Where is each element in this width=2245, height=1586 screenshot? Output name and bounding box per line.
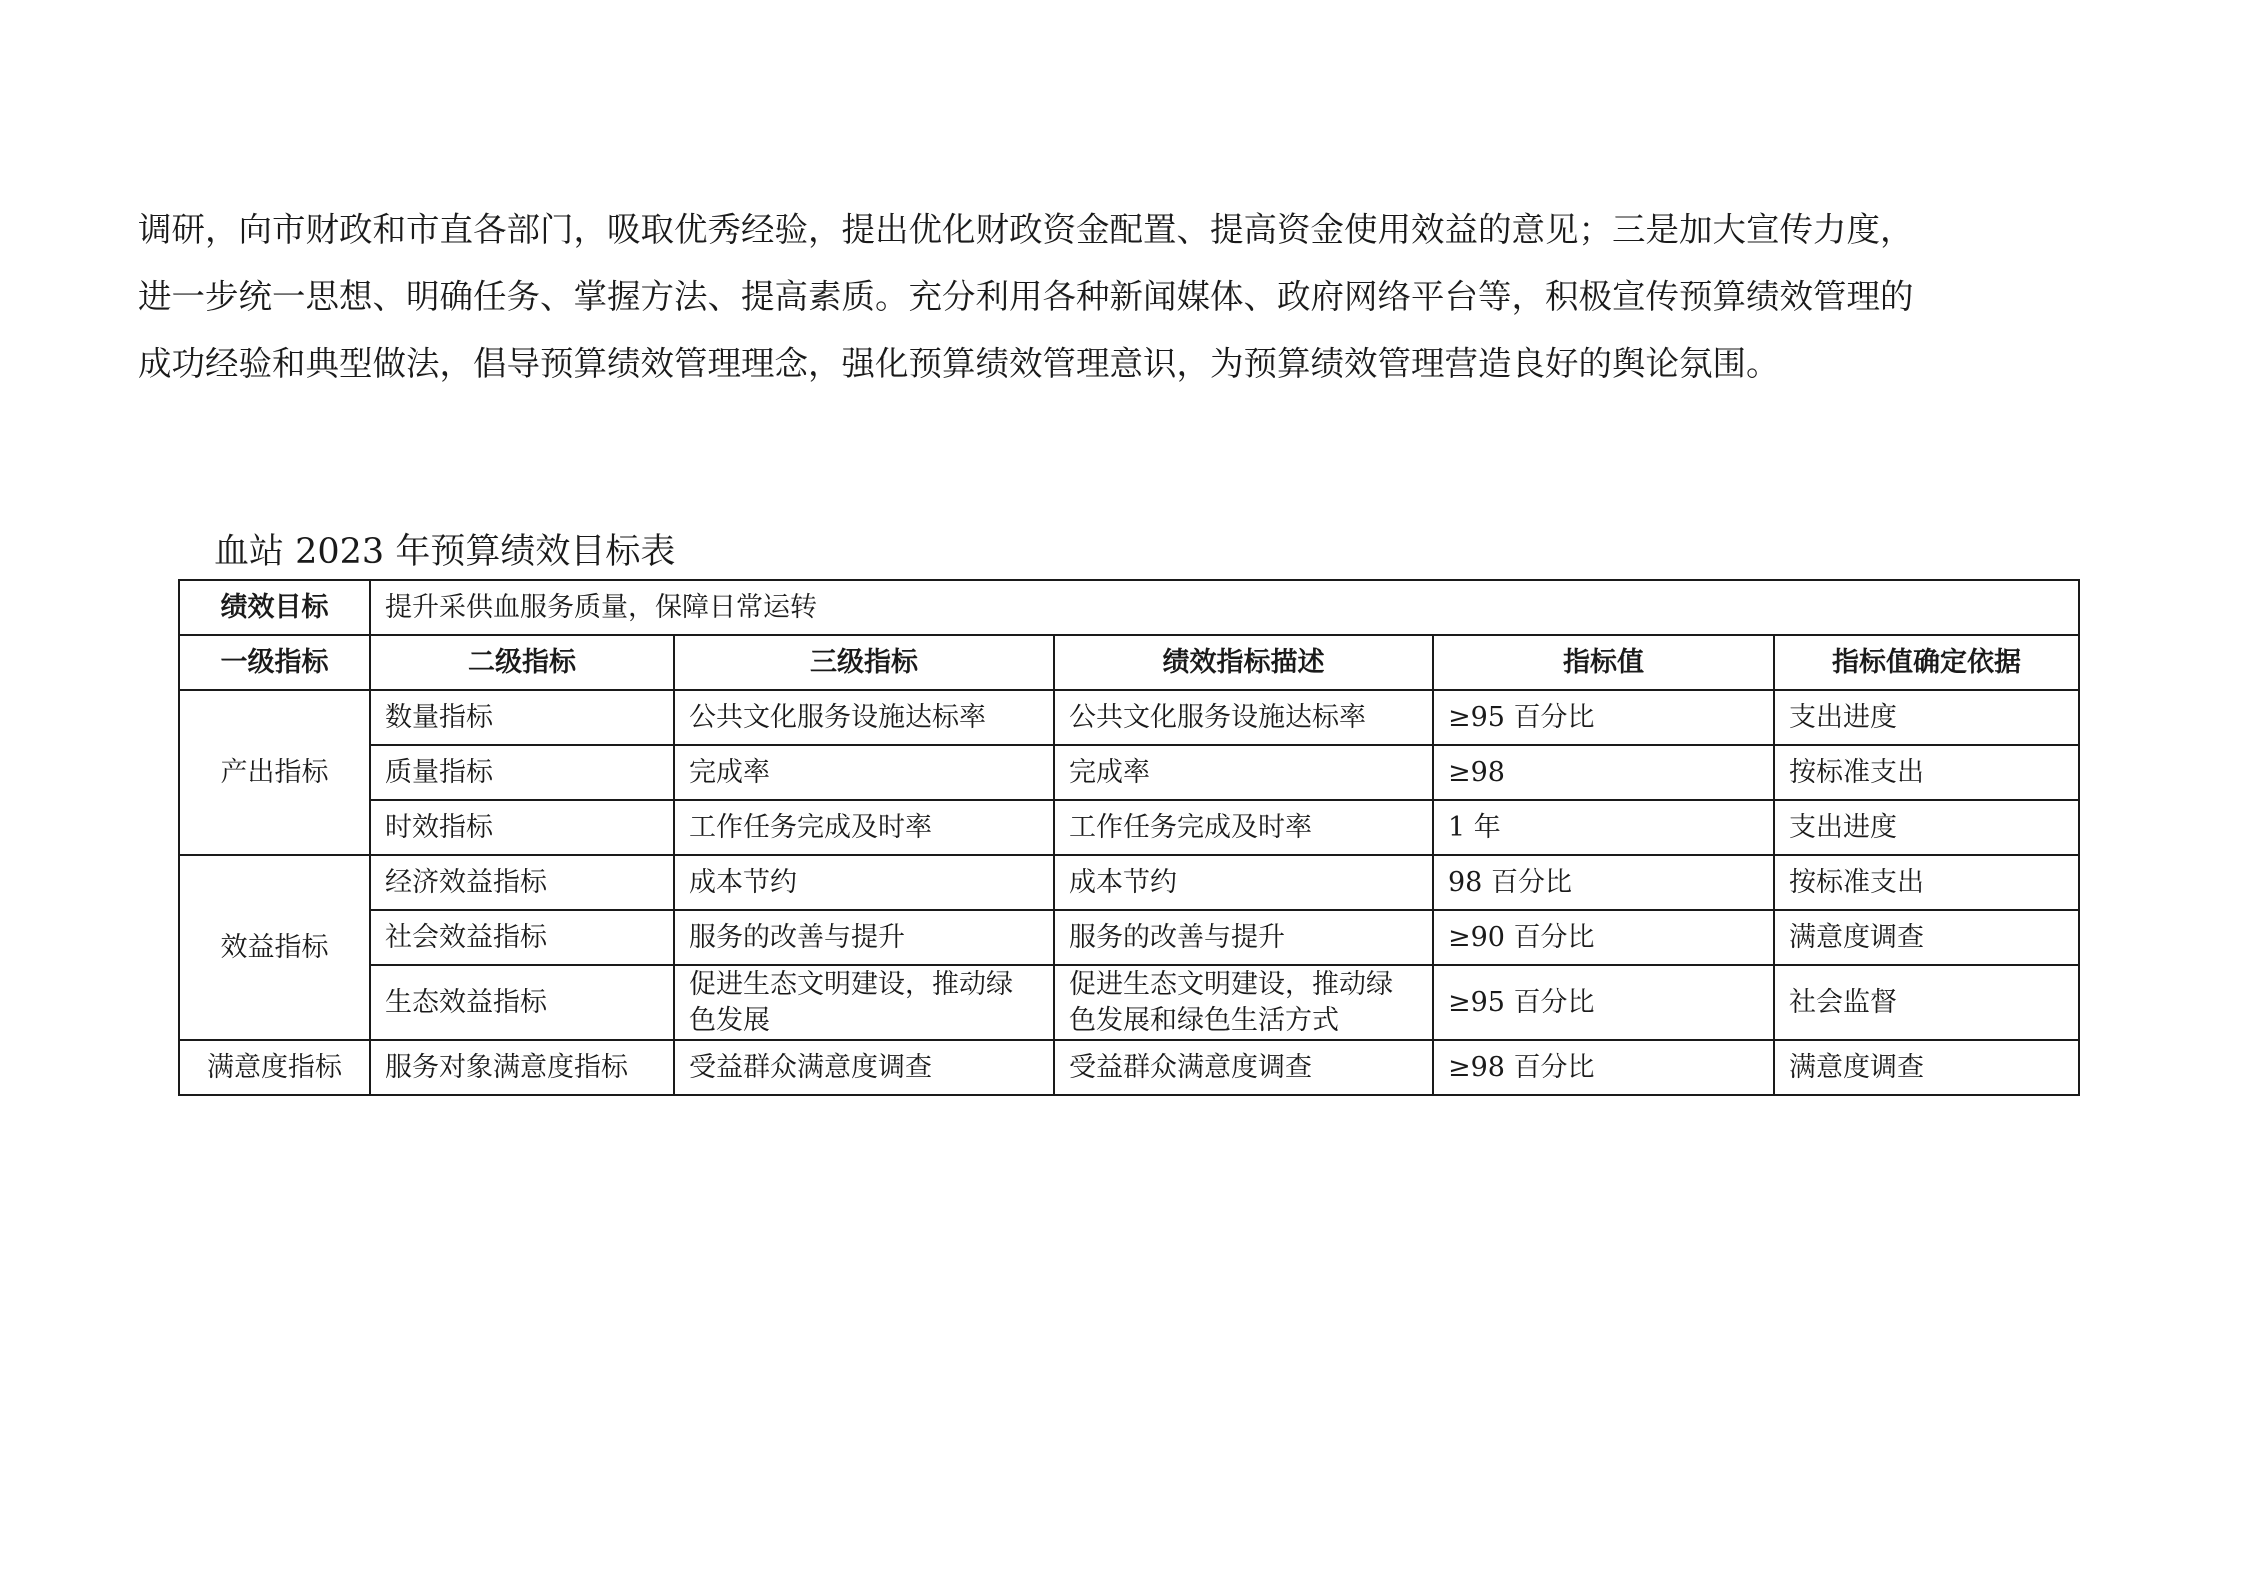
header-basis: 指标值确定依据: [1774, 635, 2079, 690]
header-level3: 三级指标: [674, 635, 1054, 690]
body-paragraph: [138, 196, 2123, 397]
cell-description: 成本节约: [1054, 855, 1433, 910]
table-row: [179, 910, 2079, 965]
paragraph-line: 调研，向市财政和市直各部门，吸取优秀经验，提出优化财政资金配置、提高资金使用效益的意见；三是加大宣传力度，: [138, 210, 1914, 249]
performance-target-table: [178, 579, 2080, 1096]
group-satisfaction: 满意度指标: [179, 1040, 370, 1095]
cell-basis: 支出进度: [1774, 690, 2079, 745]
cell-level2: 质量指标: [370, 745, 674, 800]
cell-level2: 社会效益指标: [370, 910, 674, 965]
header-value: 指标值: [1433, 635, 1774, 690]
table-header-row: [179, 635, 2079, 690]
cell-description: 工作任务完成及时率: [1054, 800, 1433, 855]
cell-level3: 成本节约: [674, 855, 1054, 910]
group-output: 产出指标: [179, 690, 370, 855]
table-row-goal: [179, 580, 2079, 635]
header-level1: 一级指标: [179, 635, 370, 690]
cell-level2: 时效指标: [370, 800, 674, 855]
table-row: [179, 855, 2079, 910]
cell-level2: 经济效益指标: [370, 855, 674, 910]
cell-level3: 受益群众满意度调查: [674, 1040, 1054, 1095]
cell-value: ≥98 百分比: [1433, 1040, 1774, 1095]
goal-text: 提升采供血服务质量，保障日常运转: [370, 580, 2079, 635]
header-level2: 二级指标: [370, 635, 674, 690]
cell-basis: 按标准支出: [1774, 855, 2079, 910]
cell-value: ≥98: [1433, 745, 1774, 800]
table-row: [179, 745, 2079, 800]
cell-value: ≥95 百分比: [1433, 965, 1774, 1040]
cell-value: 98 百分比: [1433, 855, 1774, 910]
cell-description: 服务的改善与提升: [1054, 910, 1433, 965]
table-title: 血站 2023 年预算绩效目标表: [214, 532, 676, 572]
table-row: [179, 965, 2079, 1040]
cell-basis: 支出进度: [1774, 800, 2079, 855]
cell-level3: 工作任务完成及时率: [674, 800, 1054, 855]
header-description: 绩效指标描述: [1054, 635, 1433, 690]
cell-basis: 按标准支出: [1774, 745, 2079, 800]
cell-level3: 促进生态文明建设，推动绿色发展: [674, 965, 1054, 1040]
cell-basis: 满意度调查: [1774, 910, 2079, 965]
cell-level3: 服务的改善与提升: [674, 910, 1054, 965]
cell-description: 公共文化服务设施达标率: [1054, 690, 1433, 745]
cell-value: ≥95 百分比: [1433, 690, 1774, 745]
cell-level2: 服务对象满意度指标: [370, 1040, 674, 1095]
cell-level3: 公共文化服务设施达标率: [674, 690, 1054, 745]
table-row: [179, 690, 2079, 745]
cell-description: 促进生态文明建设，推动绿色发展和绿色生活方式: [1054, 965, 1433, 1040]
cell-basis: 社会监督: [1774, 965, 2079, 1040]
cell-basis: 满意度调查: [1774, 1040, 2079, 1095]
cell-description: 受益群众满意度调查: [1054, 1040, 1433, 1095]
paragraph-line: 成功经验和典型做法，倡导预算绩效管理理念，强化预算绩效管理意识，为预算绩效管理营造良好的舆论氛围。: [138, 344, 1780, 383]
group-benefit: 效益指标: [179, 855, 370, 1040]
cell-description: 完成率: [1054, 745, 1433, 800]
goal-label: 绩效目标: [179, 580, 370, 635]
paragraph-line: 进一步统一思想、明确任务、掌握方法、提高素质。充分利用各种新闻媒体、政府网络平台等，积极宣传预算绩效管理的: [138, 277, 1914, 316]
table-row: [179, 800, 2079, 855]
cell-level2: 生态效益指标: [370, 965, 674, 1040]
cell-value: 1 年: [1433, 800, 1774, 855]
cell-level3: 完成率: [674, 745, 1054, 800]
table-row: [179, 1040, 2079, 1095]
cell-level2: 数量指标: [370, 690, 674, 745]
cell-value: ≥90 百分比: [1433, 910, 1774, 965]
